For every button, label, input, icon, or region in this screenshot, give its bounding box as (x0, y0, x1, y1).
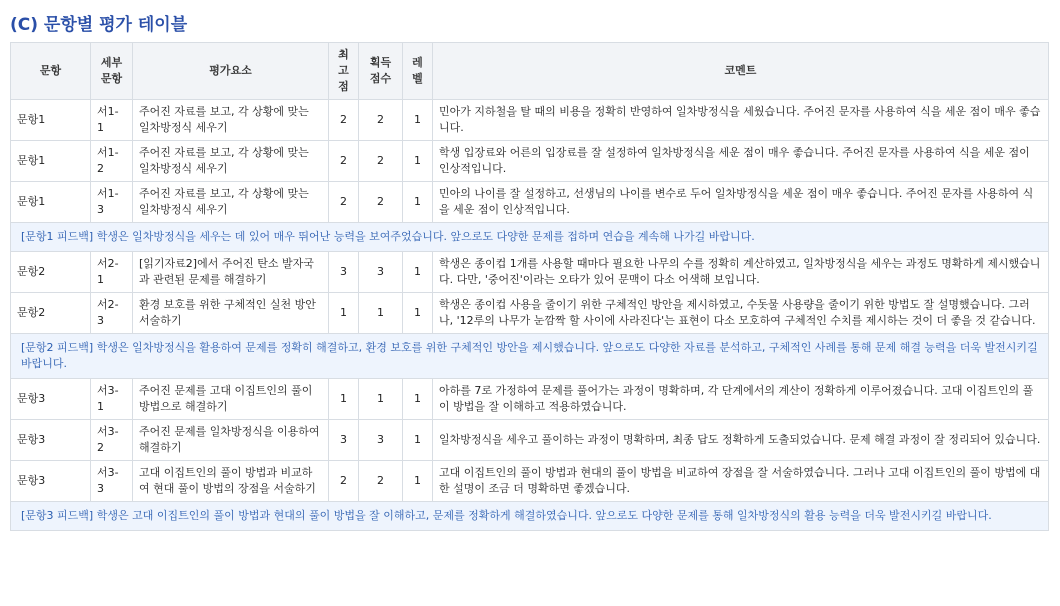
max-score-cell: 2 (329, 141, 359, 182)
feedback-row (11, 334, 1049, 379)
comment-cell: 민아가 지하철을 탈 때의 비용을 정확히 반영하여 일차방정식을 세웠습니다. 주어진 문자를 사용하여 식을 세운 점이 매우 좋습니다. (433, 100, 1049, 141)
table-body (11, 100, 1049, 531)
criteria-cell: 주어진 자료를 보고, 각 상황에 맞는 일차방정식 세우기 (133, 100, 329, 141)
level-cell: 1 (403, 182, 433, 223)
earned-score-cell: 2 (359, 141, 403, 182)
max-score-cell: 1 (329, 379, 359, 420)
criteria-cell: 환경 보호를 위한 구체적인 실천 방안 서술하기 (133, 293, 329, 334)
table-row (11, 182, 1049, 223)
feedback-row (11, 223, 1049, 252)
level-cell: 1 (403, 100, 433, 141)
feedback-text: [문항2 피드백] 학생은 일차방정식을 활용하여 문제를 정확히 해결하고, 환경 보호를 위한 구체적인 방안을 제시했습니다. 앞으로도 다양한 자료를 분석하고, 구체적인 사례를 통해 문제 해결 능력을 더욱 발전시키길 바랍니다. (11, 334, 1049, 379)
sub-item-cell: 서2- 1 (91, 252, 133, 293)
header-criteria: 평가요소 (133, 43, 329, 100)
earned-score-cell: 2 (359, 461, 403, 502)
item-cell: 문항1 (11, 141, 91, 182)
header-sub-item: 세부 문항 (91, 43, 133, 100)
sub-item-cell: 서2- 3 (91, 293, 133, 334)
comment-cell: 고대 이집트인의 풀이 방법과 현대의 풀이 방법을 비교하여 장점을 잘 서술하였습니다. 그러나 고대 이집트인의 풀이 방법에 대한 설명이 조금 더 명확하면 좋겠습니다. (433, 461, 1049, 502)
comment-cell: 일차방정식을 세우고 풀이하는 과정이 명확하며, 최종 답도 정확하게 도출되었습니다. 문제 해결 과정이 잘 정리되어 있습니다. (433, 420, 1049, 461)
table-row (11, 379, 1049, 420)
max-score-cell: 3 (329, 252, 359, 293)
header-earned-score: 획득 점수 (359, 43, 403, 100)
comment-cell: 아하를 7로 가정하여 문제를 풀어가는 과정이 명확하며, 각 단계에서의 계산이 정확하게 이루어졌습니다. 고대 이집트인의 풀이 방법을 잘 이해하고 적용하였습니다. (433, 379, 1049, 420)
max-score-cell: 2 (329, 100, 359, 141)
feedback-row (11, 502, 1049, 531)
criteria-cell: 고대 이집트인의 풀이 방법과 비교하여 현대 풀이 방법의 장점을 서술하기 (133, 461, 329, 502)
item-cell: 문항2 (11, 293, 91, 334)
header-level: 레 벨 (403, 43, 433, 100)
earned-score-cell: 2 (359, 182, 403, 223)
item-cell: 문항1 (11, 182, 91, 223)
item-cell: 문항2 (11, 252, 91, 293)
header-item: 문항 (11, 43, 91, 100)
earned-score-cell: 3 (359, 252, 403, 293)
level-cell: 1 (403, 379, 433, 420)
item-cell: 문항3 (11, 420, 91, 461)
sub-item-cell: 서1- 2 (91, 141, 133, 182)
header-comment: 코멘트 (433, 43, 1049, 100)
item-cell: 문항3 (11, 379, 91, 420)
table-row (11, 141, 1049, 182)
table-header-row (11, 43, 1049, 100)
max-score-cell: 2 (329, 182, 359, 223)
earned-score-cell: 3 (359, 420, 403, 461)
item-cell: 문항1 (11, 100, 91, 141)
table-row (11, 293, 1049, 334)
level-cell: 1 (403, 420, 433, 461)
level-cell: 1 (403, 252, 433, 293)
level-cell: 1 (403, 141, 433, 182)
table-row (11, 100, 1049, 141)
feedback-text: [문항1 피드백] 학생은 일차방정식을 세우는 데 있어 매우 뛰어난 능력을 보여주었습니다. 앞으로도 다양한 문제를 접하며 연습을 계속해 나가길 바랍니다. (11, 223, 1049, 252)
table-row (11, 252, 1049, 293)
table-row (11, 420, 1049, 461)
table-row (11, 461, 1049, 502)
sub-item-cell: 서3- 3 (91, 461, 133, 502)
level-cell: 1 (403, 461, 433, 502)
section-title: (C) 문항별 평가 테이블 (10, 15, 188, 35)
sub-item-cell: 서1- 1 (91, 100, 133, 141)
earned-score-cell: 1 (359, 379, 403, 420)
max-score-cell: 1 (329, 293, 359, 334)
item-cell: 문항3 (11, 461, 91, 502)
criteria-cell: 주어진 자료를 보고, 각 상황에 맞는 일차방정식 세우기 (133, 182, 329, 223)
criteria-cell: [읽기자료2]에서 주어진 탄소 발자국과 관련된 문제를 해결하기 (133, 252, 329, 293)
comment-cell: 학생은 종이컵 사용을 줄이기 위한 구체적인 방안을 제시하였고, 수돗물 사용량을 줄이기 위한 방법도 잘 설명했습니다. 그러나, '12루의 나무가 눈깜짝 할 사이에 사라진다'는 표현이 다소 모호하여 구체적인 수치를 제시하는 것이 더 좋을 것 같습니다. (433, 293, 1049, 334)
header-max-score: 최 고 점 (329, 43, 359, 100)
comment-cell: 민아의 나이를 잘 설정하고, 선생님의 나이를 변수로 두어 일차방정식을 세운 점이 매우 좋습니다. 주어진 문자를 사용하여 식을 세운 점이 인상적입니다. (433, 182, 1049, 223)
comment-cell: 학생은 종이컵 1개를 사용할 때마다 필요한 나무의 수를 정확히 계산하였고, 일차방정식을 세우는 과정도 명확하게 제시했습니다. 다만, '중어진'이라는 오타가 있어 문맥이 다소 어색해 보입니다. (433, 252, 1049, 293)
criteria-cell: 주어진 문제를 일차방정식을 이용하여 해결하기 (133, 420, 329, 461)
earned-score-cell: 1 (359, 293, 403, 334)
sub-item-cell: 서1- 3 (91, 182, 133, 223)
evaluation-table (10, 42, 1049, 531)
sub-item-cell: 서3- 2 (91, 420, 133, 461)
sub-item-cell: 서3- 1 (91, 379, 133, 420)
max-score-cell: 3 (329, 420, 359, 461)
comment-cell: 학생 입장료와 어른의 입장료를 잘 설정하여 일차방정식을 세운 점이 매우 좋습니다. 주어진 문자를 사용하여 식을 세운 점이 인상적입니다. (433, 141, 1049, 182)
criteria-cell: 주어진 문제를 고대 이집트인의 풀이 방법으로 해결하기 (133, 379, 329, 420)
level-cell: 1 (403, 293, 433, 334)
feedback-text: [문항3 피드백] 학생은 고대 이집트인의 풀이 방법과 현대의 풀이 방법을 잘 이해하고, 문제를 정확하게 해결하였습니다. 앞으로도 다양한 문제를 통해 일차방정식의 활용 능력을 더욱 발전시키길 바랍니다. (11, 502, 1049, 531)
criteria-cell: 주어진 자료를 보고, 각 상황에 맞는 일차방정식 세우기 (133, 141, 329, 182)
max-score-cell: 2 (329, 461, 359, 502)
earned-score-cell: 2 (359, 100, 403, 141)
